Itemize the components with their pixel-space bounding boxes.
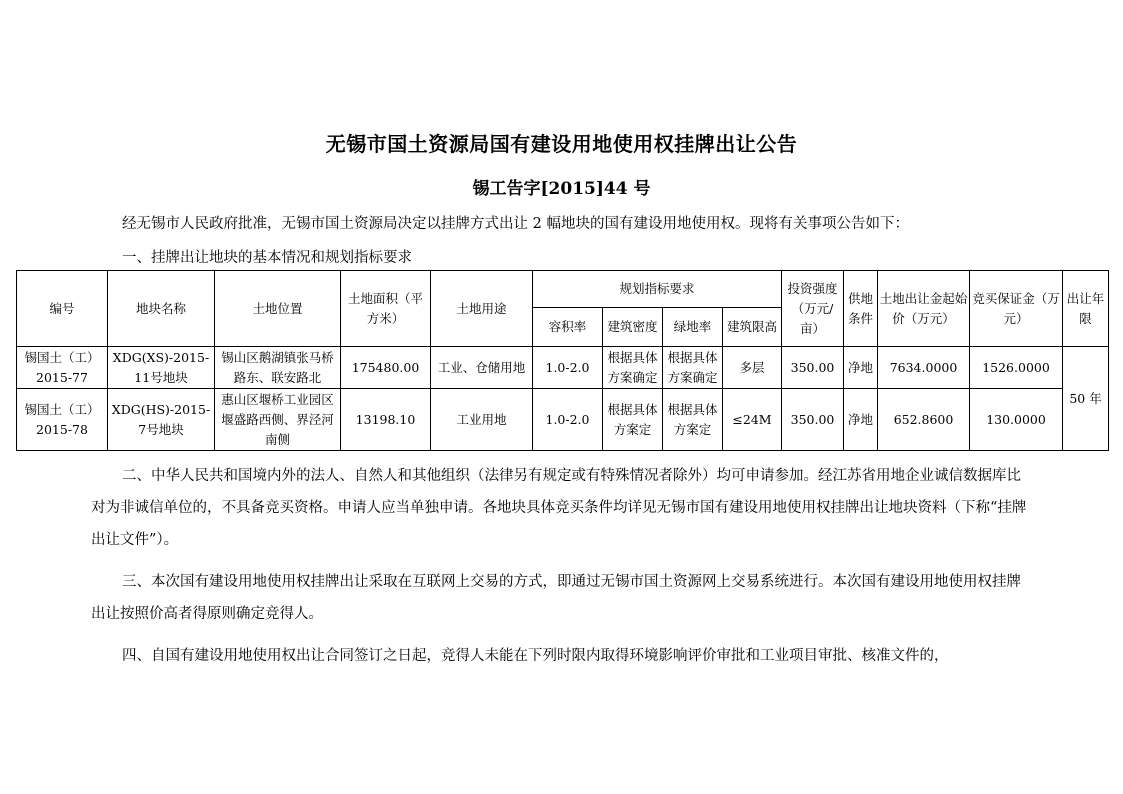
header-supply: 供地条件: [844, 271, 878, 347]
header-name: 地块名称: [108, 271, 215, 347]
header-investment: 投资强度（万元/亩）: [782, 271, 844, 347]
cell-density: 根据具体方案定: [603, 389, 663, 451]
section3-paragraph: 三、本次国有建设用地使用权挂牌出让采取在互联网上交易的方式，即通过无锡市国土资源网上交易系统进行。本次国有建设用地使用权挂牌出让按照价高者得原则确定竞得人。: [91, 574, 1021, 622]
cell-deposit: 130.0000: [970, 389, 1063, 451]
header-planning: 规划指标要求: [533, 271, 782, 308]
table-row: [17, 389, 1109, 451]
document-number: 锡工告字[2015]44 号: [472, 179, 651, 199]
header-location: 土地位置: [215, 271, 341, 347]
cell-location: 惠山区堰桥工业园区堰盛路西侧、界泾河南侧: [215, 389, 341, 451]
cell-area: 13198.10: [341, 389, 431, 451]
page-title: 无锡市国土资源局国有建设用地使用权挂牌出让公告: [325, 132, 798, 156]
cell-use: 工业用地: [431, 389, 533, 451]
cell-id: 锡国土（工）2015-78: [17, 389, 108, 451]
cell-green: 根据具体方案确定: [663, 347, 723, 389]
cell-supply: 净地: [844, 389, 878, 451]
cell-name: XDG(XS)-2015-11号地块: [108, 347, 215, 389]
header-deposit: 竞买保证金（万元）: [970, 271, 1063, 347]
intro-paragraph: 经无锡市人民政府批准，无锡市国土资源局决定以挂牌方式出让 2 幅地块的国有建设用地使用权。现将有关事项公告如下：: [122, 216, 909, 232]
section1-heading: 一、挂牌出让地块的基本情况和规划指标要求: [122, 250, 412, 266]
cell-far: 1.0-2.0: [533, 389, 603, 451]
header-density: 建筑密度: [603, 308, 663, 347]
section4-paragraph: 四、自国有建设用地使用权出让合同签订之日起，竞得人未能在下列时限内取得环境影响评价审批和工业项目审批、核准文件的，: [122, 648, 949, 664]
cell-height: ≤24M: [723, 389, 782, 451]
header-area: 土地面积（平方米）: [341, 271, 431, 347]
header-height: 建筑限高: [723, 308, 782, 347]
cell-supply: 净地: [844, 347, 878, 389]
cell-deposit: 1526.0000: [970, 347, 1063, 389]
header-use: 土地用途: [431, 271, 533, 347]
header-far: 容积率: [533, 308, 603, 347]
cell-term: 50 年: [1063, 347, 1109, 451]
header-green: 绿地率: [663, 308, 723, 347]
cell-investment: 350.00: [782, 347, 844, 389]
cell-location: 锡山区鹅湖镇张马桥路东、联安路北: [215, 347, 341, 389]
cell-green: 根据具体方案定: [663, 389, 723, 451]
header-start-price: 土地出让金起始价（万元）: [878, 271, 970, 347]
cell-start-price: 7634.0000: [878, 347, 970, 389]
header-term: 出让年限: [1063, 271, 1109, 347]
header-id: 编号: [17, 271, 108, 347]
table-row: [17, 347, 1109, 389]
land-parcel-table: [16, 270, 1109, 451]
cell-id: 锡国土（工）2015-77: [17, 347, 108, 389]
cell-area: 175480.00: [341, 347, 431, 389]
cell-density: 根据具体方案确定: [603, 347, 663, 389]
cell-investment: 350.00: [782, 389, 844, 451]
cell-use: 工业、仓储用地: [431, 347, 533, 389]
cell-far: 1.0-2.0: [533, 347, 603, 389]
cell-name: XDG(HS)-2015-7号地块: [108, 389, 215, 451]
cell-height: 多层: [723, 347, 782, 389]
cell-start-price: 652.8600: [878, 389, 970, 451]
section2-paragraph: 二、中华人民共和国境内外的法人、自然人和其他组织（法律另有规定或有特殊情况者除外）均可申请参加。经江苏省用地企业诚信数据库比对为非诚信单位的，不具备竞买资格。申请人应当单独申请。各地块具体竞买条件均详见无锡市国有建设用地使用权挂牌出让地块资料（下称“挂牌出让文件”）。: [91, 468, 1027, 548]
